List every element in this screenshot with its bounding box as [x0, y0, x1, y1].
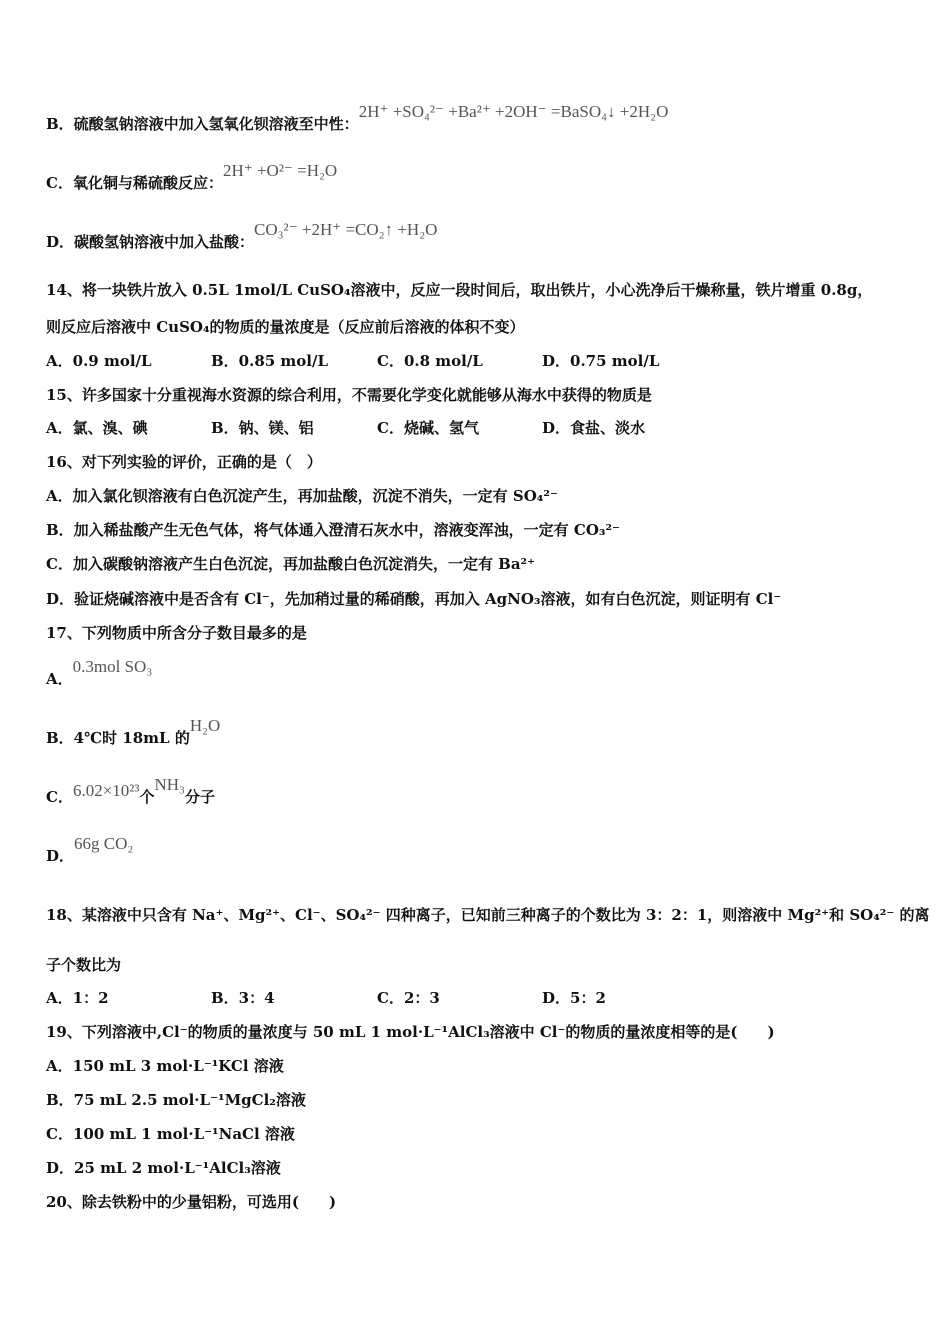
- q17-option-d: [46, 834, 134, 866]
- q16-option-d: D．验证烧碱溶液中是否含有 Cl⁻，先加稍过量的稀硝酸，再加入 AgNO₃溶液，如有白色沉淀，则证明有 Cl⁻: [46, 590, 782, 608]
- q14-option-a: A．0.9 mol/L: [46, 352, 152, 370]
- q14-option-b: B．0.85 mol/L: [211, 352, 329, 370]
- q13-option-b: [46, 102, 669, 134]
- q17-option-c: [46, 775, 215, 807]
- q15-option-d: D．食盐、淡水: [542, 419, 646, 437]
- q15-option-a: A．氯、溴、碘: [46, 419, 148, 437]
- q18-stem-line2: 子个数比为: [46, 956, 122, 974]
- q13-option-d-label: D．碳酸氢钠溶液中加入盐酸：: [46, 233, 255, 251]
- q17-option-d-formula: 66g CO₂: [74, 834, 134, 853]
- q13-option-d: [46, 220, 438, 252]
- q17-option-a-formula: 0.3mol SO₃: [72, 657, 153, 676]
- q16-option-c: C．加入碳酸钠溶液产生白色沉淀，再加盐酸白色沉淀消失，一定有 Ba²⁺: [46, 555, 536, 573]
- q17-option-c-formula2: NH₃: [154, 775, 185, 794]
- q19-option-c: C．100 mL 1 mol·L⁻¹NaCl 溶液: [46, 1125, 295, 1143]
- q19-stem: 19、下列溶液中,Cl⁻的物质的量浓度与 50 mL 1 mol·L⁻¹AlCl₃溶液中 Cl⁻的物质的量浓度相等的是( ): [46, 1023, 775, 1041]
- q17-stem: 17、下列物质中所含分子数目最多的是: [46, 624, 307, 642]
- q18-stem-line1: 18、某溶液中只含有 Na⁺、Mg²⁺、Cl⁻、SO₄²⁻ 四种离子，已知前三种离子的个数比为 3：2：1，则溶液中 Mg²⁺和 SO₄²⁻ 的离: [46, 906, 930, 924]
- q17-option-b-label: B．4℃时 18mL 的: [46, 729, 190, 747]
- q13-option-c: [46, 161, 338, 193]
- q13-option-c-label: C．氧化铜与稀硫酸反应：: [46, 174, 223, 192]
- q19-option-d: D．25 mL 2 mol·L⁻¹AlCl₃溶液: [46, 1159, 281, 1177]
- q13-option-b-label: B．硫酸氢钠溶液中加入氢氧化钡溶液至中性：: [46, 115, 359, 133]
- q18-option-c: C．2：3: [377, 989, 440, 1007]
- q14-stem-line1-text: 14、将一块铁片放入 0.5L 1mol/L CuSO₄溶液中，反应一段时间后，取出铁片，小心洗净后干燥称量，铁片增重 0.8g，: [46, 281, 873, 299]
- q17-option-a-label: A．: [46, 670, 73, 688]
- q17-option-c-label: C．: [46, 788, 73, 806]
- q17-option-d-label: D．: [46, 847, 75, 865]
- q16-option-a: A．加入氯化钡溶液有白色沉淀产生，再加盐酸，沉淀不消失，一定有 SO₄²⁻: [46, 487, 558, 505]
- q14-option-c: C．0.8 mol/L: [377, 352, 483, 370]
- q17-option-b-formula: H₂O: [189, 716, 221, 735]
- q17-option-c-tail: 分子: [184, 788, 215, 806]
- q15-option-c: C．烧碱、氢气: [377, 419, 479, 437]
- q17-option-b: [46, 716, 221, 748]
- q16-stem: 16、对下列实验的评价，正确的是（ ）: [46, 453, 322, 471]
- q13-option-b-formula: 2H⁺ +SO₄²⁻ +Ba²⁺ +2OH⁻ =BaSO₄↓ +2H₂O: [358, 102, 669, 121]
- q18-option-d: D．5：2: [542, 989, 606, 1007]
- q18-option-a: A．1：2: [46, 989, 109, 1007]
- q19-option-b: B．75 mL 2.5 mol·L⁻¹MgCl₂溶液: [46, 1091, 306, 1109]
- q14-stem-line1: [46, 280, 872, 300]
- q17-option-a: [46, 657, 153, 689]
- q15-option-b: B．钠、镁、铝: [211, 419, 314, 437]
- q16-option-b: B．加入稀盐酸产生无色气体，将气体通入澄清石灰水中，溶液变浑浊，一定有 CO₃²⁻: [46, 521, 620, 539]
- q19-option-a: A．150 mL 3 mol·L⁻¹KCl 溶液: [46, 1057, 284, 1075]
- q15-stem: 15、许多国家十分重视海水资源的综合利用，不需要化学变化就能够从海水中获得的物质是: [46, 386, 652, 404]
- q17-option-c-mid: 个: [139, 788, 155, 806]
- q14-option-d: D．0.75 mol/L: [542, 352, 660, 370]
- q13-option-c-formula: 2H⁺ +O²⁻ =H₂O: [222, 161, 338, 180]
- q13-option-d-formula: CO₃²⁻ +2H⁺ =CO₂↑ +H₂O: [254, 220, 438, 239]
- q20-stem: 20、除去铁粉中的少量铝粉，可选用( ): [46, 1193, 337, 1211]
- q18-option-b: B．3：4: [211, 989, 275, 1007]
- q14-stem-line2: 则反应后溶液中 CuSO₄的物质的量浓度是（反应前后溶液的体积不变）: [46, 318, 525, 336]
- q17-option-c-formula1: 6.02×10²³: [72, 781, 140, 800]
